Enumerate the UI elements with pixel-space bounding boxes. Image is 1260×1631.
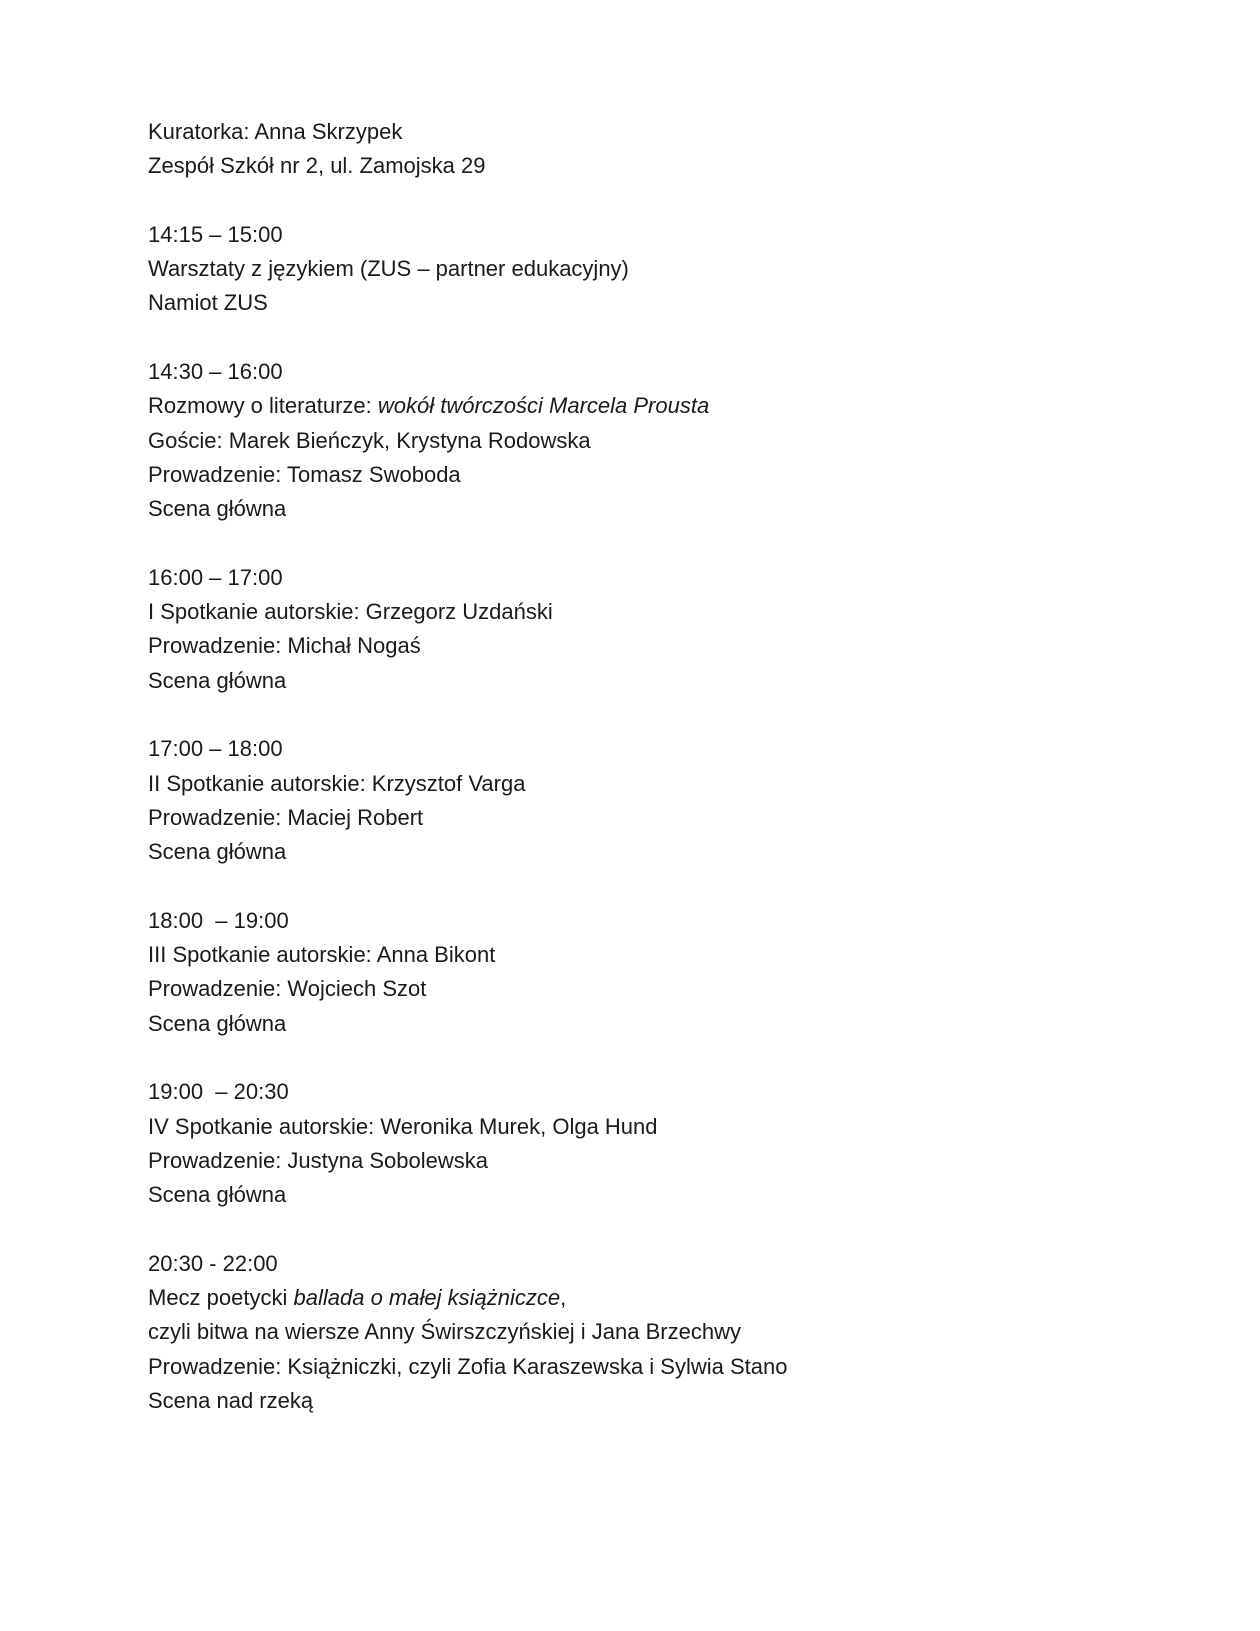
event-host: Prowadzenie: Wojciech Szot <box>148 976 427 1002</box>
event-host: Prowadzenie: Michał Nogaś <box>148 633 421 659</box>
event-subtitle: czyli bitwa na wiersze Anny Świrszczyńskiej i Jana Brzechwy <box>148 1319 741 1345</box>
event-place: Scena nad rzeką <box>148 1387 314 1413</box>
spacer <box>148 184 1148 218</box>
event-title: Warsztaty z językiem (ZUS – partner edukacyjny) <box>148 256 629 282</box>
spacer <box>148 870 1148 904</box>
event-place: Namiot ZUS <box>148 290 268 316</box>
spacer <box>148 698 1148 732</box>
event-host: Prowadzenie: Justyna Sobolewska <box>148 1147 488 1173</box>
event-time: 14:30 – 16:00 <box>148 359 283 385</box>
event-time: 20:30 - 22:00 <box>148 1250 278 1276</box>
spacer <box>148 1041 1148 1075</box>
event-place: Scena główna <box>148 667 287 693</box>
event-time: 17:00 – 18:00 <box>148 736 283 762</box>
event-host: Prowadzenie: Książniczki, czyli Zofia Karaszewska i Sylwia Stano <box>148 1353 788 1379</box>
event-title-italic: ballada o małej książniczce <box>293 1285 561 1311</box>
venue-line: Zespół Szkół nr 2, ul. Zamojska 29 <box>148 153 486 179</box>
event-title: III Spotkanie autorskie: Anna Bikont <box>148 942 496 968</box>
event-title: I Spotkanie autorskie: Grzegorz Uzdański <box>148 599 553 625</box>
event-guests: Goście: Marek Bieńczyk, Krystyna Rodowska <box>148 427 591 453</box>
event-host: Prowadzenie: Maciej Robert <box>148 804 424 830</box>
event-host: Prowadzenie: Tomasz Swoboda <box>148 461 461 487</box>
event-time: 16:00 – 17:00 <box>148 564 283 590</box>
event-time: 18:00 – 19:00 <box>148 907 289 933</box>
event-title-italic: wokół twórczości Marcela Prousta <box>377 393 710 419</box>
event-place: Scena główna <box>148 1182 287 1208</box>
event-title: II Spotkanie autorskie: Krzysztof Varga <box>148 770 526 796</box>
event-title-prefix: Rozmowy o literaturze: <box>148 393 378 419</box>
event-time: 19:00 – 20:30 <box>148 1079 289 1105</box>
event-title-prefix: Mecz poetycki <box>148 1285 294 1311</box>
event-place: Scena główna <box>148 1010 287 1036</box>
event-title: IV Spotkanie autorskie: Weronika Murek, Olga Hund <box>148 1113 658 1139</box>
event-title-suffix: , <box>560 1285 567 1311</box>
event-place: Scena główna <box>148 496 287 522</box>
event-title <box>148 1281 1148 1315</box>
event-time: 14:15 – 15:00 <box>148 221 283 247</box>
event-title <box>148 389 1148 423</box>
spacer <box>148 527 1148 561</box>
curator-line: Kuratorka: Anna Skrzypek <box>148 119 403 144</box>
program-text <box>148 115 1148 1418</box>
spacer <box>148 1213 1148 1247</box>
spacer <box>148 321 1148 355</box>
event-place: Scena główna <box>148 839 287 865</box>
